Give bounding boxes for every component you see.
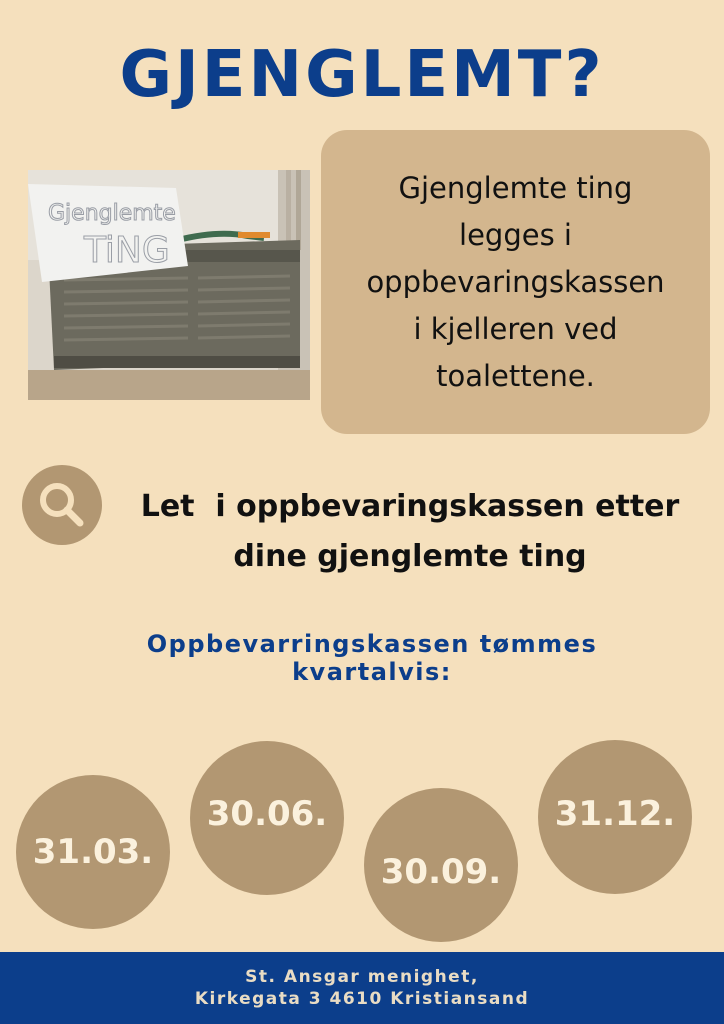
storage-box-photo bbox=[28, 170, 310, 400]
info-line: toalettene. bbox=[436, 358, 595, 393]
schedule-line: Oppbevarringskassen tømmes bbox=[146, 630, 598, 658]
search-line: Let i oppbevaringskassen etter bbox=[140, 489, 680, 524]
storage-box-illustration bbox=[28, 170, 310, 400]
search-instruction bbox=[110, 482, 710, 582]
page-title: GJENGLEMT? bbox=[119, 38, 605, 112]
info-box bbox=[321, 130, 710, 434]
info-line: Gjenglemte ting bbox=[398, 170, 633, 205]
footer bbox=[0, 952, 724, 1024]
date-circle-q2 bbox=[190, 741, 344, 895]
date-circle-q3 bbox=[364, 788, 518, 942]
date-label: 31.12. bbox=[554, 794, 676, 834]
schedule-line: kvartalvis: bbox=[292, 658, 452, 686]
search-line: dine gjenglemte ting bbox=[233, 539, 587, 574]
footer-line: Kirkegata 3 4610 Kristiansand bbox=[194, 989, 530, 1009]
search-icon bbox=[22, 465, 102, 545]
date-circle-q4 bbox=[538, 740, 692, 894]
date-label: 30.06. bbox=[206, 794, 328, 834]
date-circle-q1 bbox=[16, 775, 170, 929]
info-line: legges i bbox=[459, 217, 572, 252]
schedule-heading bbox=[60, 630, 684, 686]
date-label: 30.09. bbox=[380, 852, 502, 892]
info-line: oppbevaringskassen bbox=[366, 264, 665, 299]
footer-line: St. Ansgar menighet, bbox=[245, 967, 479, 987]
date-label: 31.03. bbox=[32, 832, 154, 872]
info-text bbox=[351, 165, 681, 400]
svg-text:TiNG: TiNG bbox=[84, 230, 170, 271]
info-line: i kjelleren ved bbox=[413, 311, 618, 346]
svg-text:Gjenglemte: Gjenglemte bbox=[48, 201, 176, 226]
